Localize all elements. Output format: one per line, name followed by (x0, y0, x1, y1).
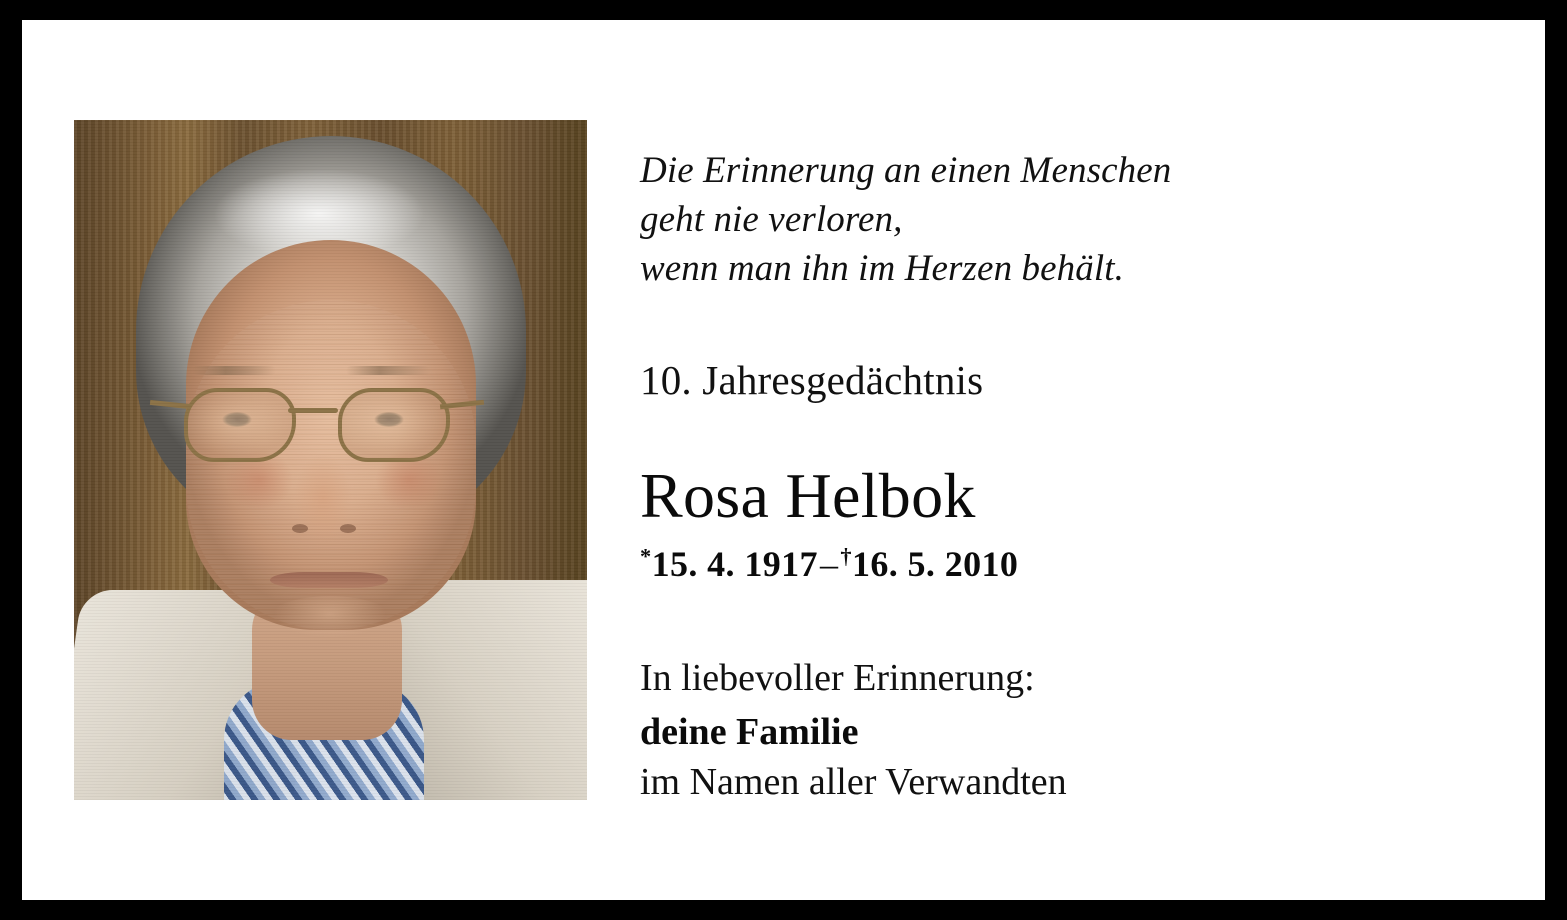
deceased-name: Rosa Helbok (640, 459, 976, 531)
photo-nostril-left (292, 524, 308, 533)
photo-mouth (270, 572, 388, 588)
closing-line-3: im Namen aller Verwandten (640, 761, 1067, 804)
photo-eyeglass-lens-left (184, 388, 296, 462)
card-inner (22, 20, 1545, 900)
death-symbol: † (840, 543, 852, 569)
closing-line-2: deine Familie (640, 710, 859, 753)
verse-line-2: geht nie verloren, (640, 199, 903, 241)
photo-chin (260, 596, 400, 656)
photo-eyebrow-right (346, 366, 430, 375)
verse-line-1: Die Erinnerung an einen Menschen (640, 150, 1172, 191)
photo-eyebrow-left (192, 366, 276, 375)
anniversary-heading: 10. Jahresgedächtnis (640, 356, 984, 403)
photo-nostril-right (340, 524, 356, 533)
birth-date: 15. 4. 1917 (651, 543, 818, 584)
life-dates (640, 543, 1500, 585)
photo-eyeglass-lens-right (338, 388, 450, 462)
closing-line-1: In liebevoller Erinnerung: (640, 656, 1035, 699)
photo-eyeglass-bridge (288, 408, 338, 413)
text-column (640, 146, 1500, 807)
date-separator: – (819, 543, 839, 584)
memorial-verse (640, 146, 1500, 294)
verse-line-3: wenn man ihn im Herzen behält. (640, 248, 1124, 290)
portrait-photo (74, 120, 587, 800)
closing-block (640, 653, 1500, 807)
birth-symbol: * (640, 543, 652, 569)
death-date: 16. 5. 2010 (851, 543, 1019, 584)
